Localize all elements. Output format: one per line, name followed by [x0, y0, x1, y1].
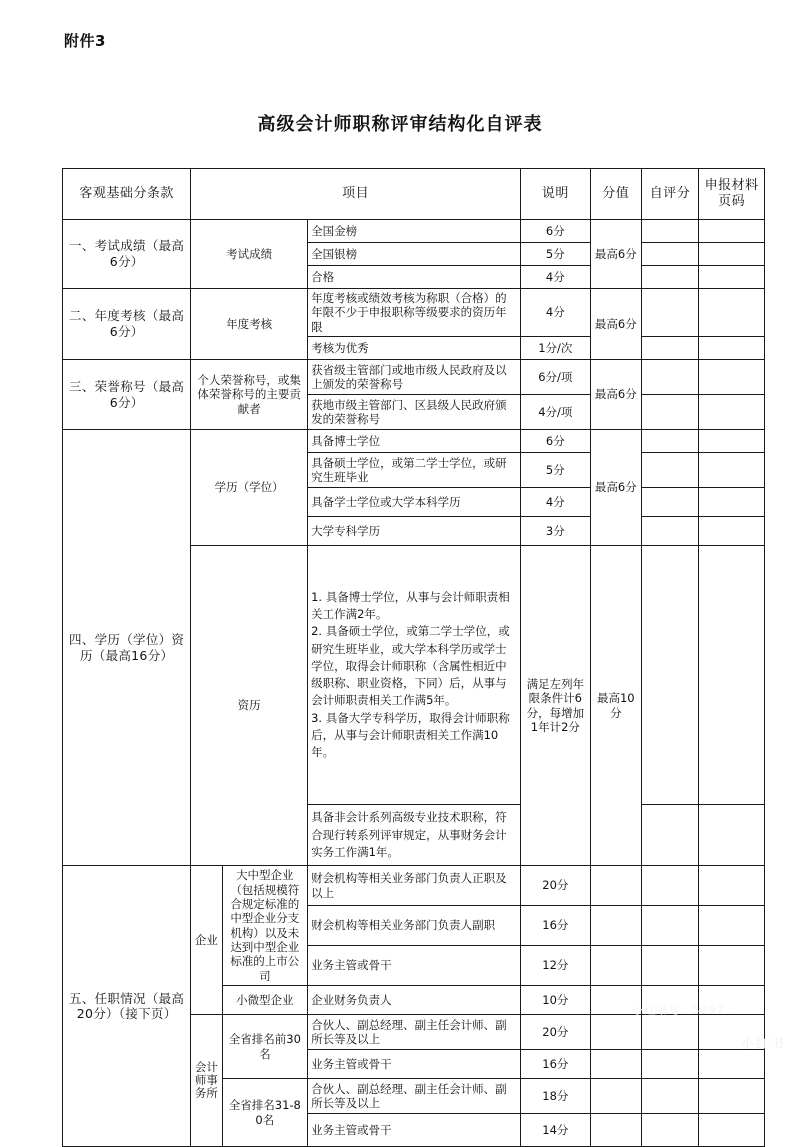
table-row	[63, 289, 765, 337]
self-score-input[interactable]	[641, 946, 698, 986]
section-score-position	[590, 866, 641, 906]
position-type-large-medium: 大中型企业（包括规模符合规定标准的中型企业分支机构）以及未达到中型企业标准的上市公司	[222, 866, 308, 986]
self-score-input[interactable]	[641, 866, 698, 906]
item-label: 业务主管或骨干	[308, 1114, 521, 1147]
self-score-input[interactable]	[641, 517, 698, 546]
section-clause-position: 五、任职情况（最高20分）（接下页）	[63, 866, 191, 1147]
attachment-label: 附件3	[64, 32, 106, 50]
item-note: 6分/项	[520, 360, 590, 395]
self-evaluation-table-container	[62, 168, 765, 1147]
page-no-input[interactable]	[699, 395, 765, 430]
header-clause: 客观基础分条款	[63, 169, 191, 220]
self-score-input[interactable]	[641, 1050, 698, 1079]
item-label: 获省级主管部门或地市级人民政府及以上颁发的荣誉称号	[308, 360, 521, 395]
self-score-input[interactable]	[641, 488, 698, 517]
item-label: 具备学士学位或大学本科学历	[308, 488, 521, 517]
self-score-input[interactable]	[641, 220, 698, 243]
item-note: 3分	[520, 517, 590, 546]
experience-line-3: 3. 具备大学专科学历，取得会计师职称后，从事与会计师职责相关工作满10年。	[311, 710, 510, 760]
header-page-no: 申报材料页码	[699, 169, 765, 220]
item-label: 财会机构等相关业务部门负责人正职及以上	[308, 866, 521, 906]
position-type-top30: 全省排名前30名	[222, 1015, 308, 1079]
section-subject-experience: 资历	[191, 546, 308, 866]
item-label: 企业财务负责人	[308, 986, 521, 1015]
self-score-input[interactable]	[641, 906, 698, 946]
page-no-input[interactable]	[699, 866, 765, 906]
item-label: 财会机构等相关业务部门负责人副职	[308, 906, 521, 946]
page-no-input[interactable]	[699, 430, 765, 453]
self-score-input[interactable]	[641, 337, 698, 360]
page-no-input[interactable]	[699, 1114, 765, 1147]
page-title: 高级会计师职称评审结构化自评表	[257, 114, 543, 135]
item-note: 4分	[520, 289, 590, 337]
item-note: 5分	[520, 453, 590, 488]
item-note: 1分/次	[520, 337, 590, 360]
watermark-primary: 小红书	[740, 1037, 786, 1052]
item-note: 6分	[520, 220, 590, 243]
table-row	[63, 430, 765, 453]
page-no-input[interactable]	[699, 1079, 765, 1114]
item-note: 20分	[520, 866, 590, 906]
item-label: 考核为优秀	[308, 337, 521, 360]
self-score-input[interactable]	[641, 546, 698, 805]
page-no-input[interactable]	[699, 805, 765, 866]
item-note: 4分	[520, 488, 590, 517]
self-score-input[interactable]	[641, 1079, 698, 1114]
position-type-small-micro: 小微型企业	[222, 986, 308, 1015]
header-self-score: 自评分	[641, 169, 698, 220]
self-score-input[interactable]	[641, 395, 698, 430]
item-note: 6分	[520, 430, 590, 453]
page-no-input[interactable]	[699, 488, 765, 517]
score-cell	[590, 946, 641, 986]
page-no-input[interactable]	[699, 906, 765, 946]
section-score-honor: 最高6分	[590, 360, 641, 430]
item-label: 获地市级主管部门、区县级人民政府颁发的荣誉称号	[308, 395, 521, 430]
page-no-input[interactable]	[699, 266, 765, 289]
item-note: 5分	[520, 243, 590, 266]
page-no-input[interactable]	[699, 1050, 765, 1079]
self-score-input[interactable]	[641, 430, 698, 453]
section-clause-honor: 三、荣誉称号（最高6分）	[63, 360, 191, 430]
self-score-input[interactable]	[641, 360, 698, 395]
table-row	[63, 220, 765, 243]
item-label: 合伙人、副总经理、副主任会计师、副所长等及以上	[308, 1079, 521, 1114]
item-note: 12分	[520, 946, 590, 986]
section-clause-annual: 二、年度考核（最高6分）	[63, 289, 191, 360]
item-note: 18分	[520, 1079, 590, 1114]
item-note: 10分	[520, 986, 590, 1015]
page-no-input[interactable]	[699, 220, 765, 243]
watermark-secondary: 小红书号：5897...	[632, 1004, 738, 1017]
item-label: 具备博士学位	[308, 430, 521, 453]
item-label: 年度考核或绩效考核为称职（合格）的年限不少于申报职称等级要求的资历年限	[308, 289, 521, 337]
self-score-input[interactable]	[641, 453, 698, 488]
item-label: 具备非会计系列高级专业技术职称，符合现行转系列评审规定，从事财务会计实务工作满1年。	[308, 805, 521, 866]
section-subject-exam: 考试成绩	[191, 220, 308, 289]
item-label: 业务主管或骨干	[308, 1050, 521, 1079]
score-cell	[590, 906, 641, 946]
item-label: 具备硕士学位，或第二学士学位，或研究生班毕业	[308, 453, 521, 488]
self-score-input[interactable]	[641, 266, 698, 289]
position-group-enterprise: 企业	[191, 866, 222, 1015]
item-note: 20分	[520, 1015, 590, 1050]
position-type-31-80: 全省排名31-80名	[222, 1079, 308, 1147]
page-no-input[interactable]	[699, 289, 765, 337]
section-clause-exam: 一、考试成绩（最高6分）	[63, 220, 191, 289]
page-no-input[interactable]	[699, 453, 765, 488]
page-no-input[interactable]	[699, 360, 765, 395]
table-row	[63, 866, 765, 906]
table-header-row	[63, 169, 765, 220]
section-subject-education: 学历（学位）	[191, 430, 308, 546]
item-note: 16分	[520, 1050, 590, 1079]
item-label: 合格	[308, 266, 521, 289]
item-label: 大学专科学历	[308, 517, 521, 546]
item-note: 14分	[520, 1114, 590, 1147]
table-row	[63, 360, 765, 395]
experience-line-1: 1. 具备博士学位，从事与会计师职责相关工作满2年。	[311, 589, 510, 622]
section-score-experience: 最高10分	[590, 546, 641, 866]
experience-line-2: 2. 具备硕士学位，或第二学士学位，或研究生班毕业，或大学本科学历或学士学位，取得会计师职称（含属性相近中级职称、职业资格，下同）后，从事与会计师职责相关工作满5年。	[311, 624, 510, 708]
item-note: 16分	[520, 906, 590, 946]
item-note: 4分	[520, 266, 590, 289]
item-note: 4分/项	[520, 395, 590, 430]
section-score-education: 最高6分	[590, 430, 641, 546]
score-cell	[590, 1114, 641, 1147]
item-label: 合伙人、副总经理、副主任会计师、副所长等及以上	[308, 1015, 521, 1050]
header-note: 说明	[520, 169, 590, 220]
experience-criteria	[308, 546, 521, 805]
page-no-input[interactable]	[699, 546, 765, 805]
self-score-input[interactable]	[641, 1015, 698, 1050]
self-score-input[interactable]	[641, 289, 698, 337]
page-no-input[interactable]	[699, 243, 765, 266]
header-score: 分值	[590, 169, 641, 220]
header-project: 项目	[191, 169, 521, 220]
page-no-input[interactable]	[699, 337, 765, 360]
section-subject-annual: 年度考核	[191, 289, 308, 360]
score-cell	[590, 1050, 641, 1079]
self-score-input[interactable]	[641, 1114, 698, 1147]
score-cell	[590, 1015, 641, 1050]
section-subject-honor: 个人荣誉称号，或集体荣誉称号的主要贡献者	[191, 360, 308, 430]
self-score-input[interactable]	[641, 243, 698, 266]
self-evaluation-table	[62, 168, 765, 1147]
item-label: 全国金榜	[308, 220, 521, 243]
section-score-annual: 最高6分	[590, 289, 641, 360]
page-no-input[interactable]	[699, 517, 765, 546]
self-score-input[interactable]	[641, 805, 698, 866]
score-cell	[590, 1079, 641, 1114]
section-clause-education: 四、学历（学位）资历（最高16分）	[63, 430, 191, 866]
experience-note: 满足左列年限条件计6分，每增加1年计2分	[520, 546, 590, 866]
position-group-accounting-firm: 会计师事务所	[191, 1015, 222, 1147]
section-score-exam: 最高6分	[590, 220, 641, 289]
item-label: 全国银榜	[308, 243, 521, 266]
item-label: 业务主管或骨干	[308, 946, 521, 986]
page-no-input[interactable]	[699, 946, 765, 986]
